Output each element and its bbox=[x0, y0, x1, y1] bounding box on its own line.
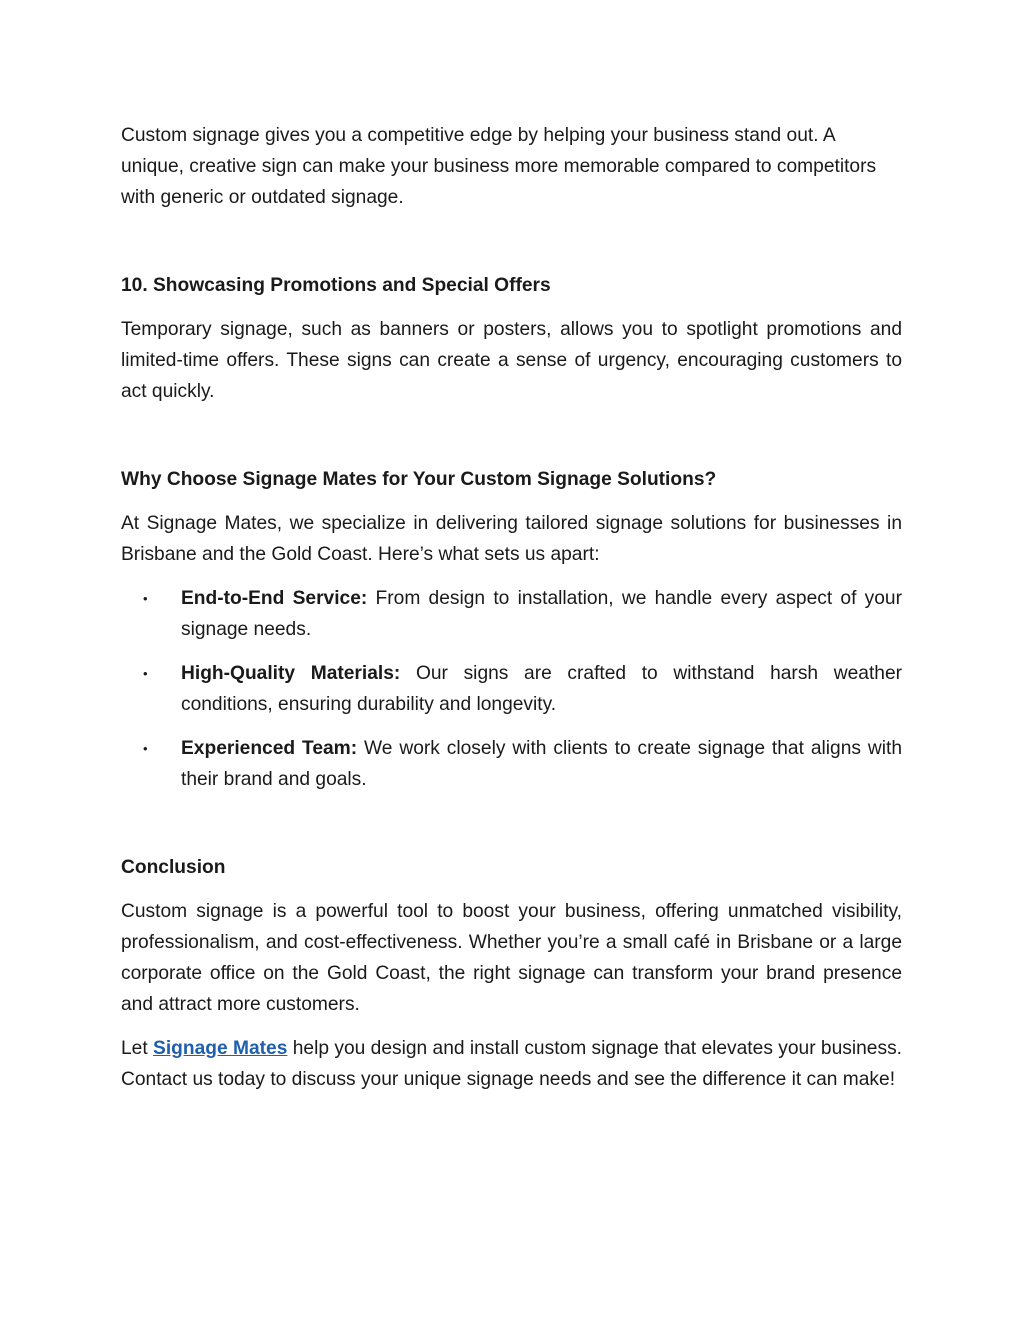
why-choose-heading: Why Choose Signage Mates for Your Custom Signage Solutions? bbox=[121, 469, 717, 490]
call-to-action-paragraph bbox=[121, 1033, 902, 1095]
section-10-heading: 10. Showcasing Promotions and Special Offers bbox=[121, 275, 551, 296]
conclusion-paragraph: Custom signage is a powerful tool to boost your business, offering unmatched visibility, professionalism, and cost-effectiveness. Whether you’re a small café in Brisbane or a large corporate office on the Gold Coast, the right signage can transform your brand presence and attract more customers. bbox=[121, 901, 902, 1015]
feature-text: From design to installation, we handle every aspect of your signage needs. bbox=[181, 588, 902, 640]
bullet-icon: • bbox=[143, 741, 148, 756]
document-page bbox=[121, 120, 902, 1095]
features-list bbox=[121, 583, 902, 795]
cta-suffix: help you design and install custom signage that elevates your business. Contact us today to discuss your unique signage needs and see the difference it can make! bbox=[121, 1038, 902, 1090]
list-item bbox=[121, 733, 902, 795]
conclusion-heading: Conclusion bbox=[121, 857, 226, 878]
section-10-paragraph: Temporary signage, such as banners or posters, allows you to spotlight promotions and limited-time offers. These signs can create a sense of urgency, encouraging customers to act quickly. bbox=[121, 319, 902, 402]
bullet-icon: • bbox=[143, 591, 148, 606]
list-item bbox=[121, 583, 902, 645]
feature-term: End-to-End Service: bbox=[181, 588, 368, 609]
signage-mates-link[interactable]: Signage Mates bbox=[153, 1038, 288, 1059]
list-item bbox=[121, 658, 902, 720]
feature-term: Experienced Team: bbox=[181, 738, 358, 759]
feature-term: High-Quality Materials: bbox=[181, 663, 401, 684]
intro-paragraph: Custom signage gives you a competitive edge by helping your business stand out. A unique, creative sign can make your business more memorable compared to competitors with generic or outdated signage. bbox=[121, 125, 877, 208]
cta-prefix: Let bbox=[121, 1038, 154, 1059]
bullet-icon: • bbox=[143, 666, 148, 681]
why-choose-paragraph: At Signage Mates, we specialize in delivering tailored signage solutions for businesses in Brisbane and the Gold Coast. Here’s what sets us apart: bbox=[121, 513, 902, 565]
feature-text: Our signs are crafted to withstand harsh weather conditions, ensuring durability and longevity. bbox=[181, 663, 903, 715]
feature-text: We work closely with clients to create signage that aligns with their brand and goals. bbox=[181, 738, 902, 790]
